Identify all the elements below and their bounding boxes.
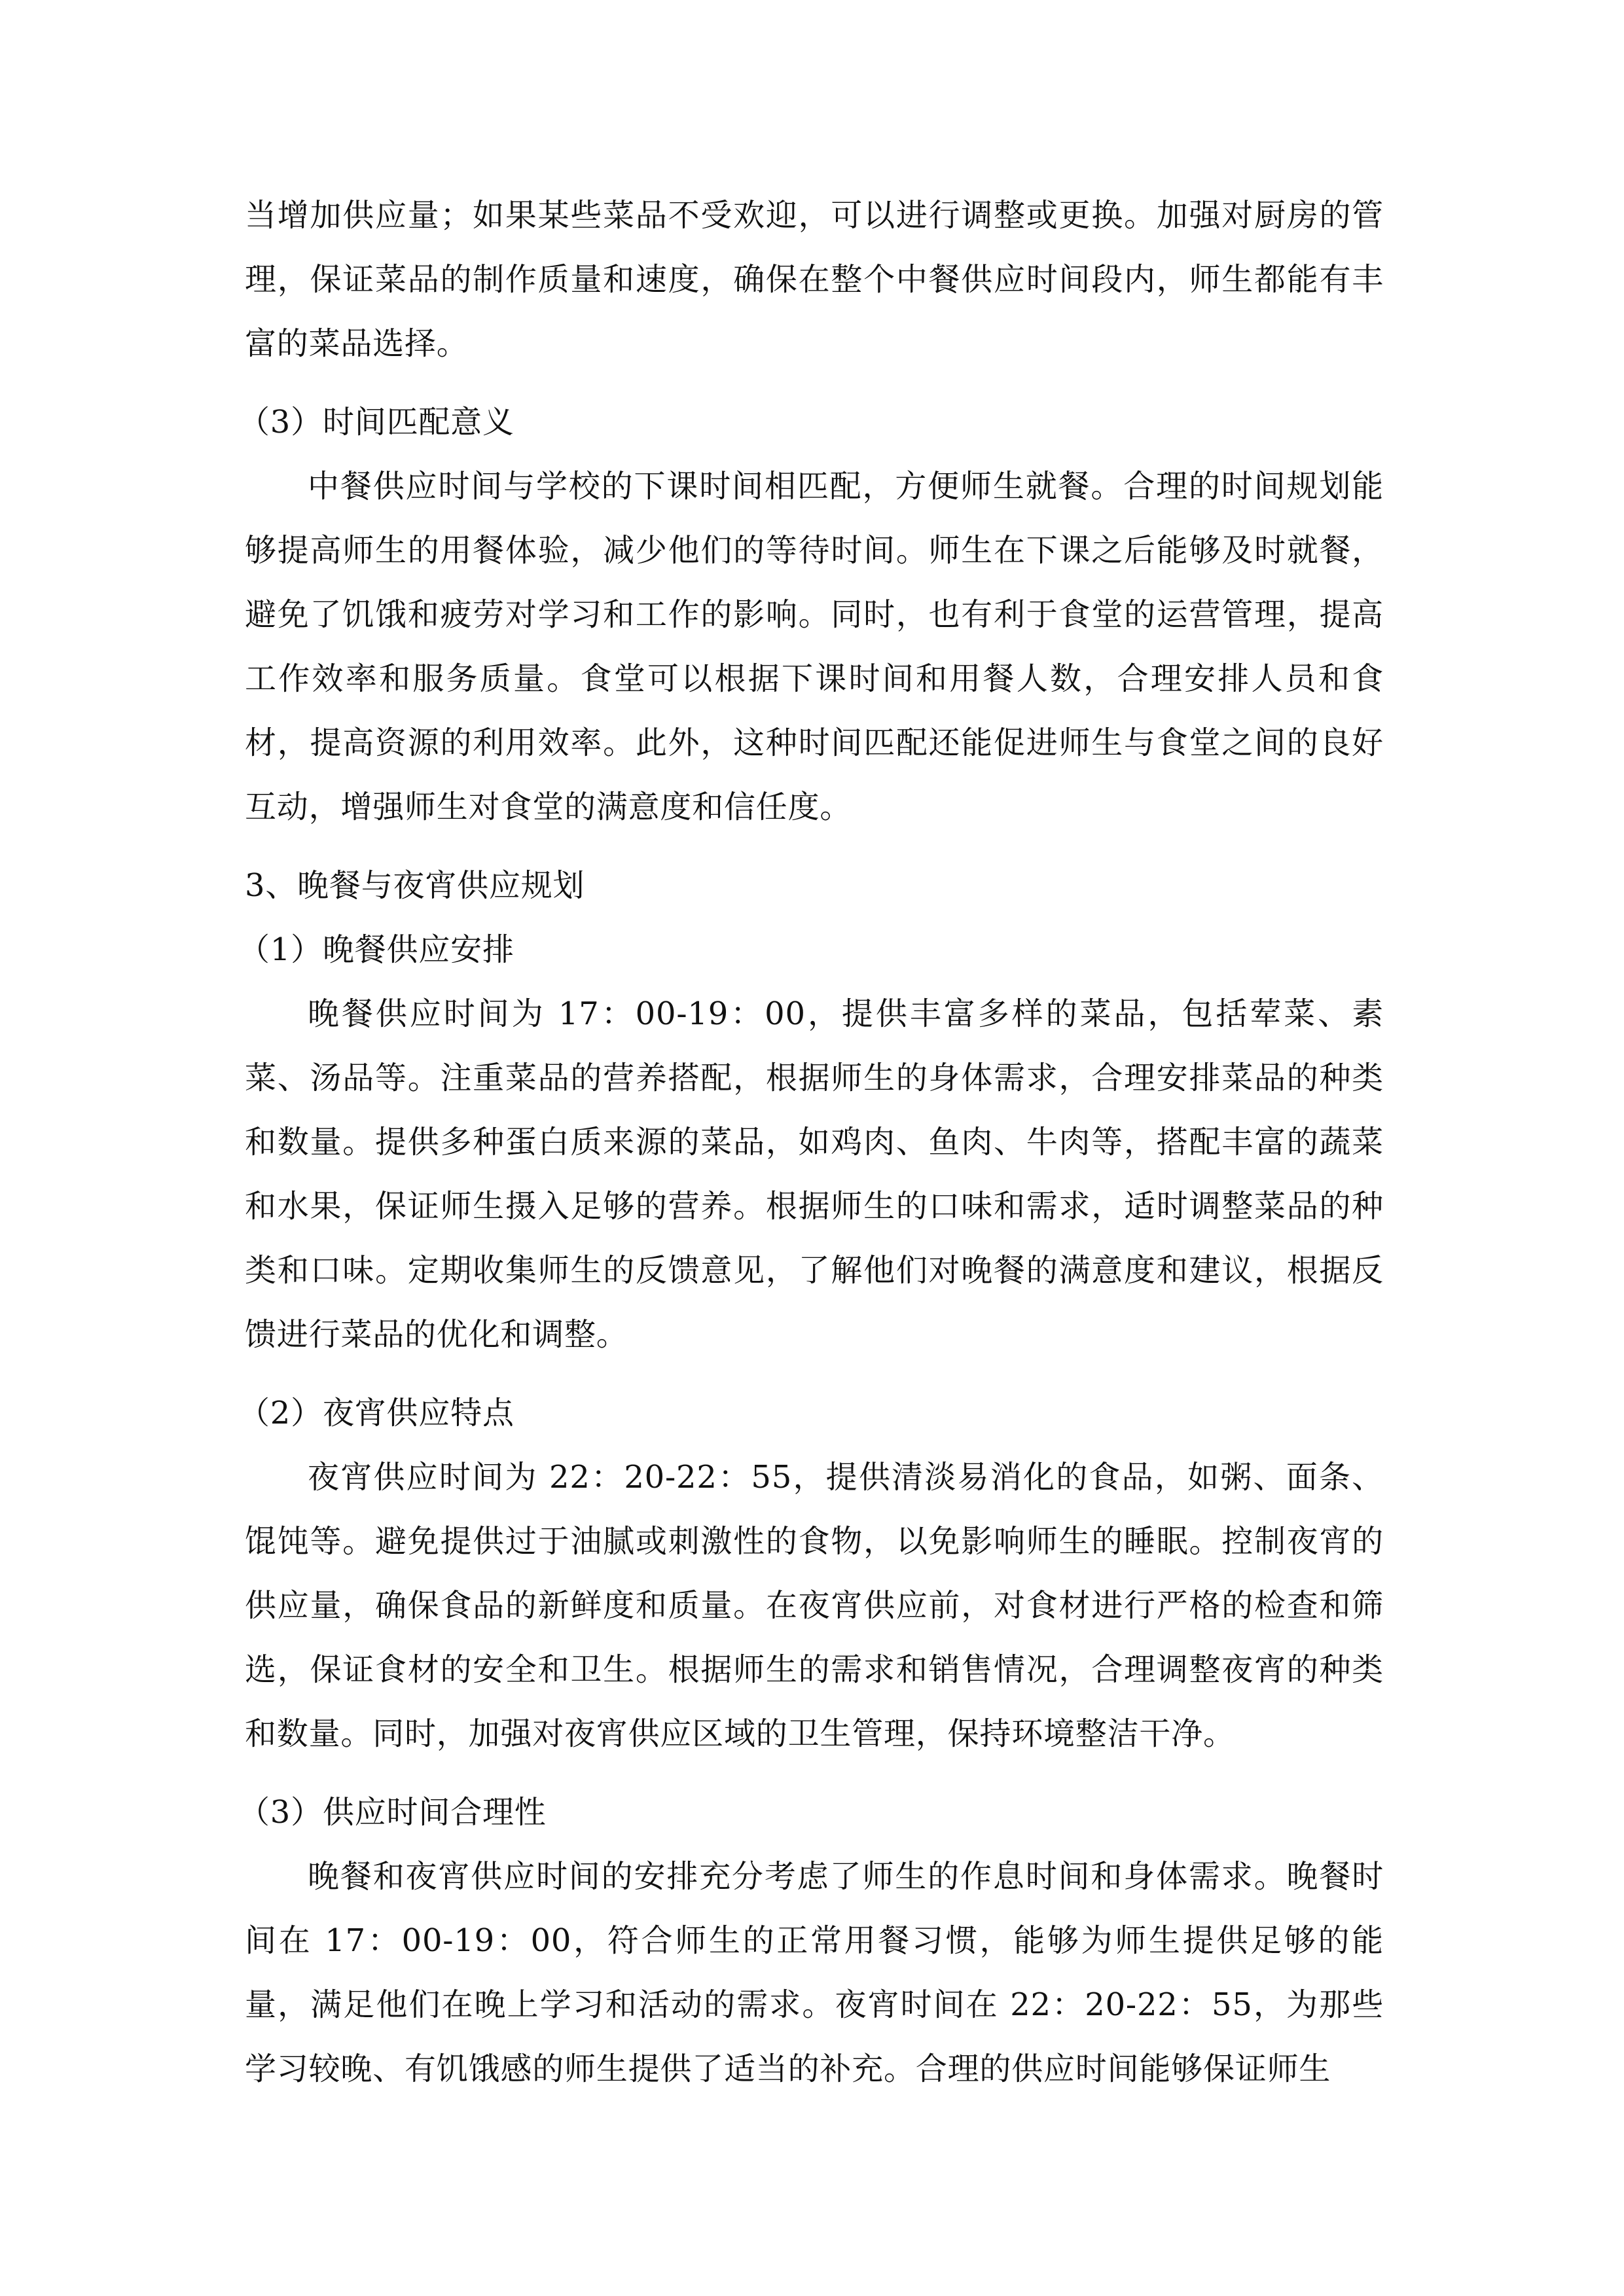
paragraph-night-snack-features: 夜宵供应时间为 22：20-22：55，提供清淡易消化的食品，如粥、面条、馄饨等。避免提供过于油腻或刺激性的食物，以免影响师生的睡眠。控制夜宵的供应量，确保食品的新鲜度和质量。在夜宵供应前，对食材进行严格的检查和筛选，保证食材的安全和卫生。根据师生的需求和销售情况，合理调整夜宵的种类和数量。同时，加强对夜宵供应区域的卫生管理，保持环境整洁干净。 (245, 1459, 1384, 1752)
paragraph-continued: 当增加供应量；如果某些菜品不受欢迎，可以进行调整或更换。加强对厨房的管理，保证菜品的制作质量和速度，确保在整个中餐供应时间段内，师生都能有丰富的菜品选择。 (245, 197, 1384, 362)
paragraph-dinner-arrangement: 晚餐供应时间为 17：00-19：00，提供丰富多样的菜品，包括荤菜、素菜、汤品等。注重菜品的营养搭配，根据师生的身体需求，合理安排菜品的种类和数量。提供多种蛋白质来源的菜品，如鸡肉、鱼肉、牛肉等，搭配丰富的蔬菜和水果，保证师生摄入足够的营养。根据师生的口味和需求，适时调整菜品的种类和口味。定期收集师生的反馈意见，了解他们对晚餐的满意度和建议，根据反馈进行菜品的优化和调整。 (245, 996, 1384, 1353)
subheading-dinner-arrangement: （1）晚餐供应安排 (238, 931, 514, 968)
paragraph-time-matching: 中餐供应时间与学校的下课时间相匹配，方便师生就餐。合理的时间规划能够提高师生的用餐体验，减少他们的等待时间。师生在下课之后能够及时就餐，避免了饥饿和疲劳对学习和工作的影响。同时，也有利于食堂的运营管理，提高工作效率和服务质量。食堂可以根据下课时间和用餐人数，合理安排人员和食材，提高资源的利用效率。此外，这种时间匹配还能促进师生与食堂之间的良好互动，增强师生对食堂的满意度和信任度。 (245, 468, 1384, 825)
subheading-supply-time-rationality: （3）供应时间合理性 (238, 1794, 547, 1831)
page-content (238, 183, 1384, 2101)
subheading-time-matching: （3）时间匹配意义 (238, 404, 514, 440)
section-heading-dinner-night-snack: 3、晚餐与夜宵供应规划 (245, 867, 585, 904)
paragraph-supply-time-rationality: 晚餐和夜宵供应时间的安排充分考虑了师生的作息时间和身体需求。晚餐时间在 17：00-19：00，符合师生的正常用餐习惯，能够为师生提供足够的能量，满足他们在晚上学习和活动的需求。夜宵时间在 22：20-22：55，为那些学习较晚、有饥饿感的师生提供了适当的补充。合理的供应时间能够保证师生 (245, 1858, 1384, 2087)
subheading-night-snack-features: （2）夜宵供应特点 (238, 1395, 514, 1431)
